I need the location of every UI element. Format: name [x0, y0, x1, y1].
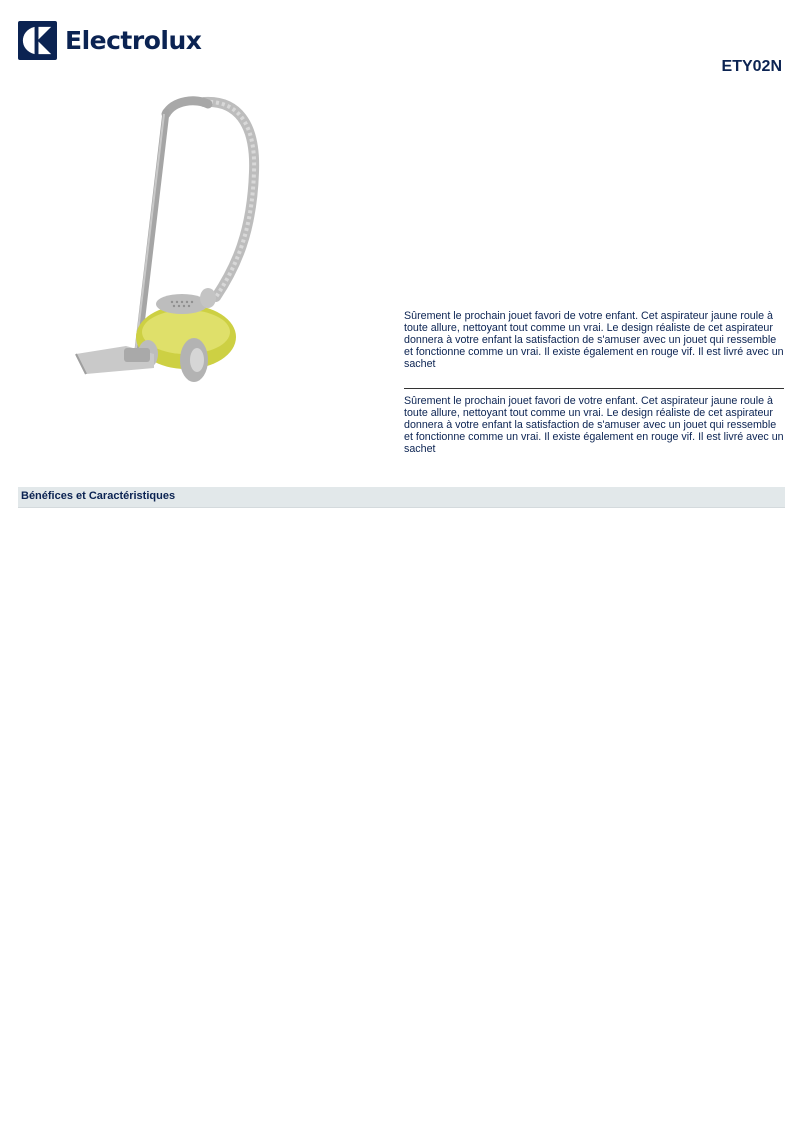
product-description: Sûrement le prochain jouet favori de votre enfant. Cet aspirateur jaune roule à toute allure, nettoyant tout comme un vrai. Le design réaliste de cet aspirateur donnera à votre enfant la satisfaction de s'amuser avec un jouet qui ressemble et fonctionne comme un vrai. Il existe également en rouge vif. Il est livré avec un sachet [404, 310, 784, 370]
section-title: Bénéfices et Caractéristiques [21, 490, 176, 502]
electrolux-logo-icon [18, 21, 57, 60]
description-divider [404, 388, 784, 389]
brand-name: Electrolux [65, 26, 202, 55]
vacuum-cleaner-image [66, 92, 266, 398]
product-description-repeat: Sûrement le prochain jouet favori de votre enfant. Cet aspirateur jaune roule à toute allure, nettoyant tout comme un vrai. Le design réaliste de cet aspirateur donnera à votre enfant la satisfaction de s'amuser avec un jouet qui ressemble et fonctionne comme un vrai. Il existe également en rouge vif. Il est livré avec un sachet [404, 395, 784, 455]
brand-logo [18, 21, 201, 60]
section-header [18, 487, 785, 508]
model-number: ETY02N [721, 58, 782, 75]
